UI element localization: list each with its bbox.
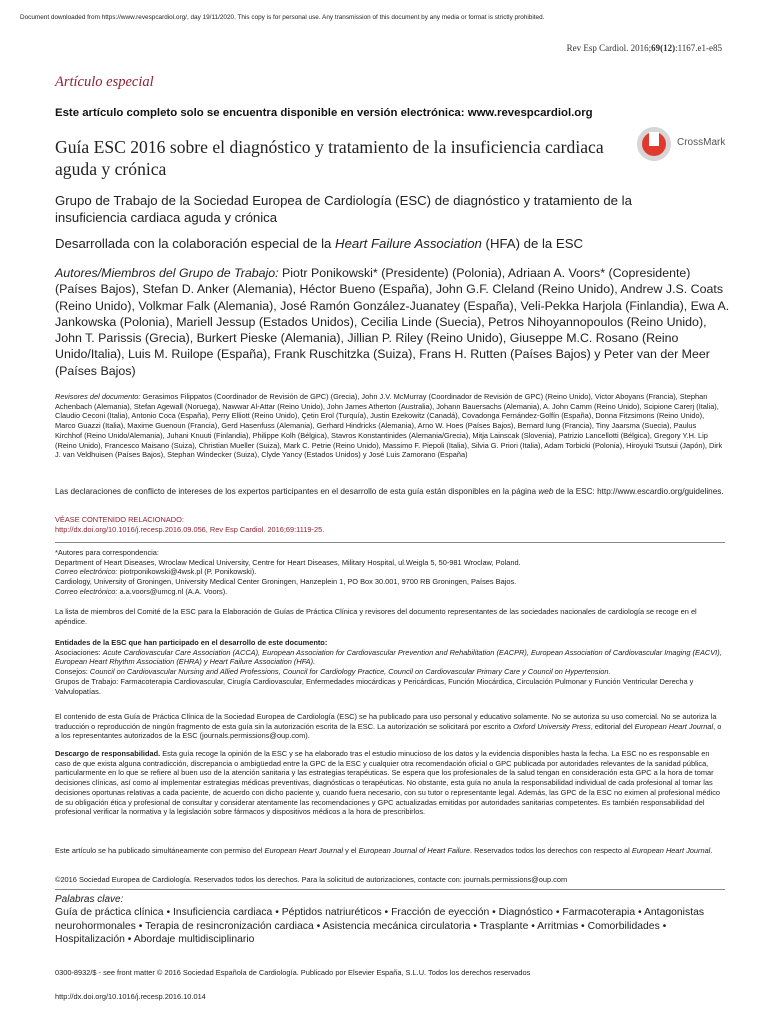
disclaimer: Descargo de responsabilidad. Esta guía recoge la opinión de la ESC y se ha elaborado tras el estudio minucioso de los datos y la evidencia disponibles hasta la fecha. La ESC no es responsable en caso de que exista alguna contradicción, discrepancia o ambigüedad entre la GPC de la ESC y cualquier otra recomendación oficial o GPC publicada por autoridades relevantes de la sanidad pública, particularmente en lo que se refiere al buen uso de la atención sanitaria y las estrategias terapéuticas. Se espera que los profesionales de la salud tengan en consideración esta GPC a la hora de tomar decisiones clínicas, así como al implementar estrategias médicas preventivas, diagnósticas o terapéuticas. No obstante, esta guía no anula la responsabilidad individual de cada profesional al tomar las decisiones oportunas relativas a cada paciente, de acuerdo con dicho paciente y, cuando fuera necesario, con su tutor o representante legal. Además, las GPC de la ESC no eximen al profesional médico de su obligación ética y profesional de consultar y considerar atentamente las recomendaciones y GPC actualizadas emitidas por autoridades sanitarias competentes. Es también responsabilidad del profesional verificar la normativa y la legislación sobre fármacos y dispositivos médicos a la hora de prescribirlos. — [55, 749, 721, 817]
reviewers: Revisores del documento: Gerasimos Filippatos (Coordinador de Revisión de GPC) (Grecia), John J.V. McMurray (Coordinador de Revisión de GPC) (Reino Unido), Victor Aboyans (Francia), Stephan Achenbach (Alemania), Stefan Agewall (Noruega), Nawwar Al-Attar (Reino Unido), John James Atherton (Australia), Johann Bauersachs (Alemania), A. John Camm (Reino Unido), Scipione Carerj (Italia), Claudio Ceconi (Italia), Antonio Coca (España), Perry Elliott (Reino Unido), Çetin Erol (Turquía), Justin Ezekowitz (Canadá), Covadonga Fernández-Golfín (España), Donna Fitzsimons (Reino Unido), Marco Guazzi (Italia), Maxime Guenoun (Francia), Gerd Hasenfuss (Alemania), Gerhard Hindricks (Alemania), Arno W. Hoes (Países Bajos), Bernard Iung (Francia), Tiny Jaarsma (Suecia), Paulus Kirchhof (Reino Unido/Alemania), Juhani Knuuti (Finlandia), Philippe Kolh (Bélgica), Stavros Konstantinides (Alemania/Grecia), Mitja Lainscak (Slovenia), Patrizio Lancellotti (Bélgica), Gregory Y.H. Lip (Reino Unido), Francesco Maisano (Suiza), Christian Mueller (Suiza), Mark C. Petrie (Reino Unido), Massimo F. Piepoli (Italia), Silvia G. Priori (Italia), Adam Torbicki (Polonia), Hiroyuki Tsutsui (Japón), Dirk J. van Veldhuisen (Países Bajos), Stephan Windecker (Suiza), Clyde Yancy (Estados Unidos) y José Luis Zamorano (España) — [55, 392, 723, 460]
committee-note: La lista de miembros del Comité de la ESC para la Elaboración de Guías de Práctica Clínica y revisores del documento representantes de las sociedades nacionales de cardiología se recoge en el apéndice. — [55, 607, 697, 626]
electronic-version-note: Este artículo completo solo se encuentra disponible en versión electrónica: www.revespcardiol.org — [55, 107, 593, 119]
authors-label: Autores/Miembros del Grupo de Trabajo: — [55, 266, 279, 280]
simultaneous-publication: Este artículo se ha publicado simultáneamente con permiso del European Heart Journal y el European Journal of Heart Failure. Reservados todos los derechos con respecto al European Heart Journal. — [55, 846, 713, 855]
download-note: Document downloaded from https://www.revespcardiol.org/, day 19/11/2020. This copy is for personal use. Any transmission of this document by any media or format is strictly prohibited. — [20, 14, 545, 21]
esc-entities: Entidades de la ESC que han participado en el desarrollo de este documento: Asociaciones: Acute Cardiovascular Care Association (ACCA), European Association for Cardiovascular Prevention and Rehabilitation (EACPR), European Association of Cardiovascular Imaging (EACVI), European Heart Rhythm Association (EHRA) y Heart Failure Association (HFA). Consejos: Council on Cardiovascular Nursing and Allied Professions, Council for Cardiology Practice, Council on Cardiovascular Primary Care y Council on Hypertension. Grupos de Trabajo: Farmacoterapia Cardiovascular, Cirugía Cardiovascular, Enfermedades miocárdicas y Pericárdicas, Función Miocárdica, Circulación Pulmonar y Función Ventricular Derecha y Valvulopatías. — [55, 638, 722, 696]
divider — [55, 542, 725, 543]
developed-with: Desarrollada con la colaboración especial de la Heart Failure Association (HFA) de la ESC — [55, 236, 584, 251]
journal-reference: Rev Esp Cardiol. 2016;69(12):1167.e1-e85 — [566, 43, 722, 53]
crossmark-badge[interactable] — [637, 127, 727, 163]
crossmark-icon — [637, 127, 671, 161]
working-group: Grupo de Trabajo de la Sociedad Europea de Cardiología (ESC) de diagnóstico y tratamiento de la insuficiencia cardiaca aguda y crónica — [55, 193, 632, 225]
related-content-link[interactable]: http://dx.doi.org/10.1016/j.recesp.2016.09.056, Rev Esp Cardiol. 2016;69:1119-25. — [55, 525, 325, 534]
crossmark-label: CrossMark — [677, 137, 726, 148]
author-list: Autores/Miembros del Grupo de Trabajo: Piotr Ponikowski* (Presidente) (Polonia), Adriaan A. Voors* (Copresidente) (Países Bajos), Stefan D. Anker (Alemania), Héctor Bueno (España), John G.F. Cleland (Reino Unido), Andrew J.S. Coats (Reino Unido), Volkmar Falk (Alemania), José Ramón González-Juanatey (España), Veli-Pekka Harjola (Finlandia), Ewa A. Jankowska (Polonia), Mariell Jessup (Estados Unidos), Cecilia Linde (Suecia), Petros Nihoyannopoulos (Reino Unido), John T. Parissis (Grecia), Burkert Pieske (Alemania), Jillian P. Riley (Reino Unido), Giuseppe M.C. Rosano (Reino Unido/Italia), Luis M. Ruilope (España), Frank Ruschitzka (Suiza), Frans H. Rutten (Países Bajos) y Peter van der Meer (Países Bajos) — [55, 266, 730, 378]
issn-line: 0300-8932/$ - see front matter © 2016 Sociedad Española de Cardiología. Publicado por Elsevier España, S.L.U. Todos los derechos reservados — [55, 968, 531, 977]
article-type-label: Artículo especial — [55, 74, 154, 90]
doi-link[interactable]: http://dx.doi.org/10.1016/j.recesp.2016.10.014 — [55, 992, 206, 1001]
esc-copyright: ©2016 Sociedad Europea de Cardiología. Reservados todos los derechos. Para la solicitud de autorizaciones, contacte con: journals.permissions@oup.com — [55, 875, 568, 884]
divider — [55, 889, 725, 890]
related-content-label: VÉASE CONTENIDO RELACIONADO: — [55, 515, 184, 524]
keywords-label: Palabras clave: — [55, 894, 124, 905]
conflict-statement: Las declaraciones de conflicto de intereses de los expertos participantes en el desarrollo de esta guía están disponibles en la página web de la ESC: http://www.escardio.org/guidelines. — [55, 487, 724, 496]
usage-rights: El contenido de esta Guía de Práctica Clínica de la Sociedad Europea de Cardiología (ESC) se ha publicado para uso personal y educativo solamente. No se autoriza su uso comercial. No se autoriza la traducción o reproducción de ningún fragmento de esta guía sin la autorización escrita de la ESC. La autorización se solicitará por escrito a Oxford University Press, editorial del European Heart Journal, o a los representantes autorizados de la ESC (journals.permissions@oup.com). — [55, 712, 722, 741]
keywords: Guía de práctica clínica • Insuficiencia cardiaca • Péptidos natriuréticos • Fracción de eyección • Diagnóstico • Farmacoterapia • Antagonistas neurohormonales • Terapia de resincronización cardiaca • Asistencia mecánica circulatoria • Trasplante • Arritmias • Comorbilidades • Hospitalización • Abordaje multidisciplinario — [55, 907, 705, 946]
article-title: Guía ESC 2016 sobre el diagnóstico y tratamiento de la insuficiencia cardiaca aguda y crónica — [55, 137, 604, 179]
correspondence: *Autores para correspondencia: Department of Heart Diseases, Wroclaw Medical University, Centre for Heart Diseases, Military Hospital, ul.Weigla 5, 50-981 Wroclaw, Poland. Correo electrónico: piotrponikowski@4wsk.pl (P. Ponikowski). Cardiology, University of Groningen, University Medical Center Groningen, Hanzeplein 1, PO Box 30.001, 9700 RB Groningen, Países Bajos. Correo electrónico: a.a.voors@umcg.nl (A.A. Voors). — [55, 548, 521, 596]
